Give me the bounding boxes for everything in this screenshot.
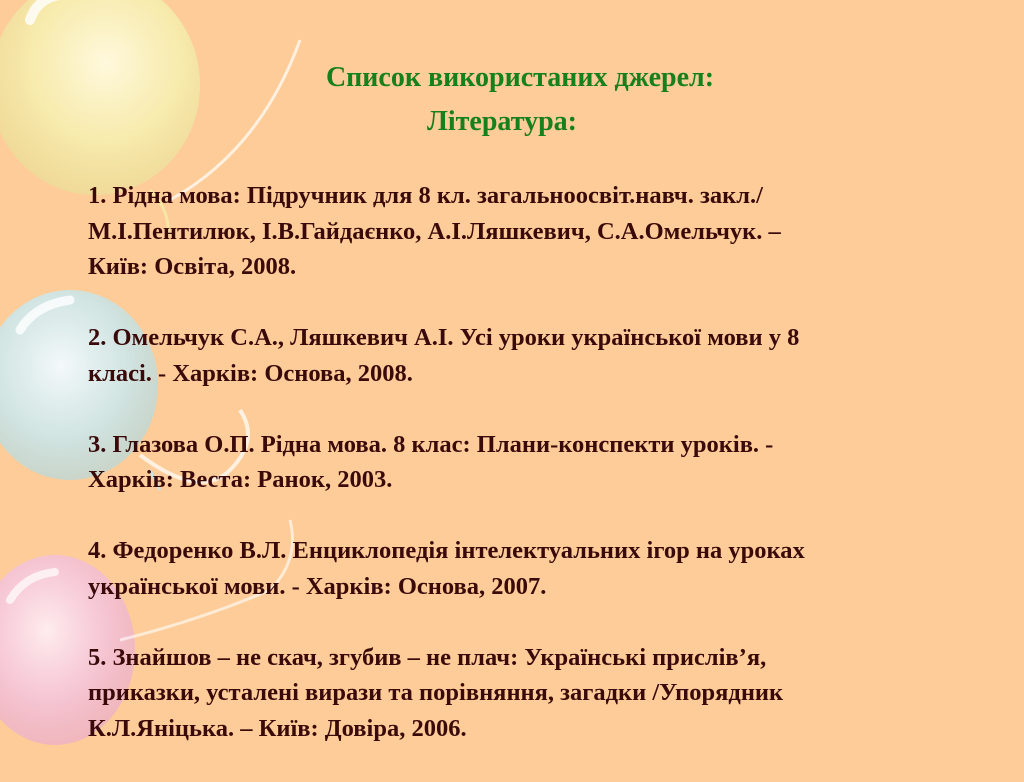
entry-line: української мови. - Харків: Основа, 2007. (88, 572, 547, 600)
bibliography-entry-2 (88, 320, 948, 391)
entry-line: Київ: Освіта, 2008. (88, 253, 297, 280)
slide-title: Список використаних джерел: (325, 62, 715, 93)
entry-line: приказки, усталені вирази та порівняння, загадки /Упорядник (88, 679, 784, 706)
slide-subtitle: Література: (427, 106, 577, 137)
entry-line: К.Л.Яніцька. – Київ: Довіра, 2006. (88, 714, 467, 742)
entry-line: 3. Глазова О.П. Рідна мова. 8 клас: Плани-конспекти уроків. - (88, 430, 774, 458)
bibliography-entry-3 (88, 427, 948, 498)
bibliography-entry-4 (88, 533, 948, 604)
bibliography-entry-1 (88, 178, 948, 285)
bibliography-list (88, 178, 948, 782)
entry-line: 5. Знайшов – не скач, згубив – не плач: Українські прислів’я, (88, 643, 767, 671)
bibliography-entry-5 (88, 640, 948, 747)
entry-line: Харків: Веста: Ранок, 2003. (88, 466, 393, 493)
entry-line: 2. Омельчук С.А., Ляшкевич А.І. Усі уроки української мови у 8 (88, 324, 800, 351)
entry-line: класі. - Харків: Основа, 2008. (88, 359, 413, 387)
entry-line: 1. Рідна мова: Підручник для 8 кл. загальноосвіт.навч. закл./ (88, 182, 763, 209)
entry-line: М.І.Пентилюк, І.В.Гайдаєнко, А.І.Ляшкевич, С.А.Омельчук. – (88, 217, 781, 245)
entry-line: 4. Федоренко В.Л. Енциклопедія інтелектуальних ігор на уроках (88, 537, 805, 564)
